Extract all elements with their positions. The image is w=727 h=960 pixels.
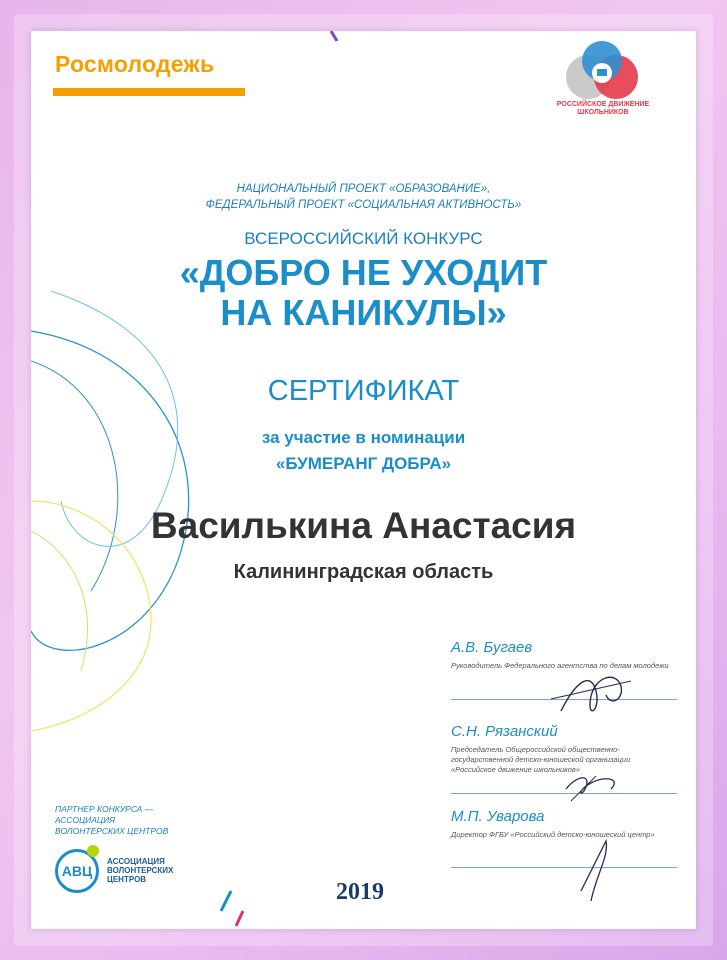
- signatory-role: Директор ФГБУ «Российский детско-юношеский центр»: [451, 830, 655, 839]
- certificate-year: 2019: [336, 879, 384, 905]
- partner-line: ПАРТНЕР КОНКУРСА —: [55, 804, 154, 814]
- avc-logo-icon: АВЦ: [55, 849, 99, 893]
- signatory-name: С.Н. Рязанский: [451, 723, 558, 740]
- contest-title-line: НА КАНИКУЛЫ»: [220, 292, 507, 333]
- avc-logo-dot: [87, 845, 99, 857]
- project-line: ФЕДЕРАЛЬНЫЙ ПРОЕКТ «СОЦИАЛЬНАЯ АКТИВНОСТЬ»: [205, 199, 522, 211]
- rosmolodezh-logo: Росмолодежь: [55, 51, 215, 77]
- rds-logo-caption: РОССИЙСКОЕ ДВИЖЕНИЕ ШКОЛЬНИКОВ: [556, 101, 650, 116]
- avc-org-line: ВОЛОНТЕРСКИХ: [107, 866, 174, 875]
- avc-org-line: ЦЕНТРОВ: [107, 875, 147, 884]
- project-line: НАЦИОНАЛЬНЫЙ ПРОЕКТ «ОБРАЗОВАНИЕ»,: [236, 183, 491, 195]
- contest-label: ВСЕРОССИЙСКИЙ КОНКУРС: [244, 229, 483, 248]
- signatory-role: Руководитель Федерального агентства по делам молодежи: [451, 661, 669, 670]
- signatory-name: М.П. Уварова: [451, 808, 545, 825]
- avc-org-name: [107, 857, 173, 884]
- certificate-sheet: [31, 31, 696, 929]
- recipient-region: Калининградская область: [233, 561, 494, 583]
- signatory-role: Председатель Общероссийской общественно-государственной детско-юношеской организации «Российское движение школьников»: [451, 745, 631, 774]
- nomination-line: за участие в номинации: [261, 428, 466, 447]
- partner-line: АССОЦИАЦИЯ: [55, 815, 115, 825]
- recipient-name: Василькина Анастасия: [150, 505, 577, 546]
- partner-caption: [55, 804, 168, 837]
- handwritten-signatures: [31, 31, 696, 929]
- nomination-name: «БУМЕРАНГ ДОБРА»: [275, 454, 452, 473]
- contest-title-line: «ДОБРО НЕ УХОДИТ: [179, 252, 548, 293]
- certificate-heading: СЕРТИФИКАТ: [267, 375, 460, 407]
- signatory-name: А.В. Бугаев: [451, 639, 533, 656]
- avc-org-line: АССОЦИАЦИЯ: [107, 857, 165, 866]
- partner-line: ВОЛОНТЕРСКИХ ЦЕНТРОВ: [55, 826, 169, 836]
